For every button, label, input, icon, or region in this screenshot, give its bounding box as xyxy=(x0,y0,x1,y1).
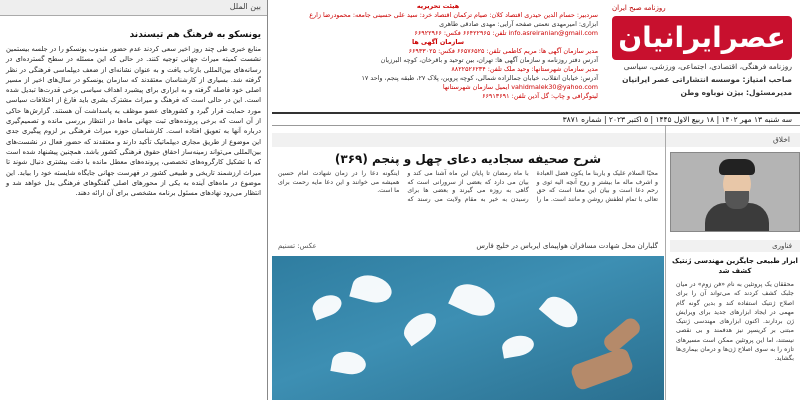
cleric-photo xyxy=(670,152,800,232)
flower-shape xyxy=(539,291,584,334)
flower-shape xyxy=(501,333,536,358)
photo-beard xyxy=(725,191,749,209)
date-bar: سه شنبه ۱۳ مهر ۱۴۰۲ | ۱۸ ربیع الاول ۱۴۴۵ | ۵ اکتبر ۲۰۲۳ | شماره ۳۸۷۱ xyxy=(272,112,800,126)
ads-header: سازمان آگهی ها xyxy=(411,38,465,46)
staff-line: آدرس: خیابان انقلاب، خیابان جمالزاده شمالی، کوچه پروین، پلاک ۲۷، طبقه پنجم، واحد ۱۷ xyxy=(361,74,598,82)
left-article-title: یونسکو به فرهنگ هم تیسندند xyxy=(129,30,261,40)
international-column xyxy=(0,0,268,400)
masthead xyxy=(604,0,800,112)
flower-shape xyxy=(309,291,344,320)
masthead-subtitle: روزنامه فرهنگی، اقتصادی، اجتماعی، ورزشی، سیاسی xyxy=(623,62,792,71)
masthead-director: مدیرمسئول: بیژن نوباوه وطن xyxy=(680,88,792,97)
photo-credit: عکس: تسنیم xyxy=(278,242,317,250)
tech-article-body: محققان یک پروتئین به نام «فن زوم» در میان جلبک کشف کردند که می‌تواند آن را برای اصلاح ژنتیک استفاده کند و بدین گونه گام مهمی در ایجاد ابزارهای جدید برای ویرایش ژن بردارند. اکنون ابزارهای مهندسی ژنتیک مبتنی بر کریسپر نیز هدفمند و بی نقصی نیستند، اما این پروتئین ممکن است مسیرهای تازه را به سوی اصلاح ژن‌ها و درمان بیماری‌ها بگشاید. xyxy=(676,281,794,363)
staff-line: مدیر سازمان شهرستانها: وحید ملک تلفن: ۸۸۲۲۵۲۶۲۳۴ xyxy=(451,65,598,73)
column-divider xyxy=(665,126,666,400)
flower-shape xyxy=(349,271,394,306)
section-tab-ethics: اخلاق xyxy=(272,133,800,147)
sahifeh-article xyxy=(272,150,664,236)
article-title: شرح صحیفه سجادیه دعای چهل و پنجم (۳۶۹) xyxy=(334,152,602,166)
caption-text: گلباران محل شهادت مسافران هواپیمای ایرباس در خلیج فارس xyxy=(476,242,658,250)
staff-line: مدیر سازمان آگهی ها: مریم کاظمی تلفن: ۶۶۵۷۶۵۲۵ فکس: ۶۶۹۳۳۰۲۵ xyxy=(408,47,598,55)
main-area xyxy=(272,0,800,400)
hand-shape xyxy=(569,347,634,392)
staff-header: هیئت تحریریه xyxy=(416,2,460,10)
section-tab-international: بین الملل xyxy=(0,0,267,16)
section-tab-technology: فناوری xyxy=(670,240,800,252)
flower-shape xyxy=(330,349,367,377)
left-article-body: منابع خبری طی چند روز اخیر سعی کردند عدم حضور مندوب یونسکو را در جلسه بیستمین نشست کمیته میراث جهانی توجیه کنند. در حالی که این مسئله در سطح گسترده‌ای در رسانه‌های بین‌المللی بازتاب یافت و به عنوان نشانه‌ای از ضعف دیپلماسی فرهنگی در نظر گرفته شد. بسیاری از کارشناسان معتقدند که سازمان یونسکو در سال‌های اخیر از مسیر اصلی خود فاصله گرفته و به ابزاری برای پیشبرد اهداف سیاسی برخی قدرت‌ها تبدیل شده است. این در حالی است که فرهنگ و میراث مشترک بشری باید فارغ از اختلافات سیاسی مورد حمایت قرار گیرد و کشورهای عضو موظف به پاسداشت آن هستند. گزارش‌ها حاکی از آن است که برخی پرونده‌های ثبت جهانی ماه‌ها در انتظار بررسی مانده و تصمیم‌گیری درباره آنها به تعویق افتاده است. کارشناسان حوزه میراث فرهنگی بر لزوم پیگیری جدی این موضوع از طریق مجاری دیپلماتیک تأکید دارند و معتقدند که حضور فعال در نشست‌های بین‌المللی می‌تواند زمینه‌ساز احقاق حقوق فرهنگی کشور باشد. همچنین پیشنهاد شده است که با تشکیل کارگروه‌های تخصصی، پرونده‌های معطل مانده با دقت بیشتری دنبال شوند تا میراث ارزشمند تاریخی و طبیعی کشور در فهرست جهانی جایگاه شایسته خود را بیابد. این موضوع در ماه‌های آینده به یکی از محورهای اصلی گفتگوهای فرهنگی بدل خواهد شد و انتظار می‌رود نهادهای مسئول برنامه مشخصی برای آن ارائه دهند. xyxy=(6,45,261,198)
flower-shape xyxy=(448,278,500,322)
staff-line: سردبیر: حسام الدین حیدری اقتصاد کلان: صیام ترکمان اقتصاد خرد: سید علی حسینی جامعه: محمودرضا زارع xyxy=(309,11,598,19)
staff-line: ابزاری: امیرمهدی نعمتی صفحه آرایی: مهدی صادقی طاهری xyxy=(439,20,598,28)
flowers-sea-photo xyxy=(272,256,664,400)
photo-caption xyxy=(272,242,664,254)
staff-line: vahidmalek30@yahoo.com ایمیل سازمان شهرستانها xyxy=(442,83,598,91)
article-body: محیّا السلام علیک و یاربنا ما یکون فضل العبادة و اشرف ماله ما بیشتر و روح آنچه الیه ثوی و رحم دعا است و بیان این معنا است که حق تعالی با تمام لطفش روشن و مانند است. ما را با ماه رمضان تا پایان این ماه آشنا می کند و بیان می دارد که بعضی از سرورانی است که گاهی به روزه می گیرند و بعضی ها برای رسیدن به خیر به مقام ولایت می رسند که اینگونه دعا را در زمان شهادت امام حسین همیشه می خوانند و این دعا مایه رحمت برای ما است. xyxy=(278,170,658,204)
photo-turban xyxy=(719,159,755,175)
newspaper-logo: عصرایرانیان xyxy=(612,16,792,60)
staff-line: لیتوگرافی و چاپ: گل آذین تلفن: ۶۶۹۱۳۶۹۱ xyxy=(482,92,598,100)
staff-line: آدرس دفتر روزنامه و سازمان آگهی ها: تهران، بین توحید و باقرخان، کوچه البرزیان xyxy=(380,56,598,64)
staff-line: info.asreiranian@gmail.com تلفن: ۶۶۴۲۲۹۶۵ فکس: ۶۶۹۲۲۹۶۶ xyxy=(414,29,598,37)
masthead-license: صاحب امتیاز: موسسه انتشاراتی عصر ایرانیان xyxy=(622,75,792,84)
tech-article-title: ابزار طبیعی جایگزین مهندسی ژنتیک کشف شد xyxy=(672,257,798,275)
flower-shape xyxy=(399,308,441,347)
masthead-tag: روزنامه صبح ایران xyxy=(612,4,666,12)
staff-box xyxy=(272,0,604,112)
